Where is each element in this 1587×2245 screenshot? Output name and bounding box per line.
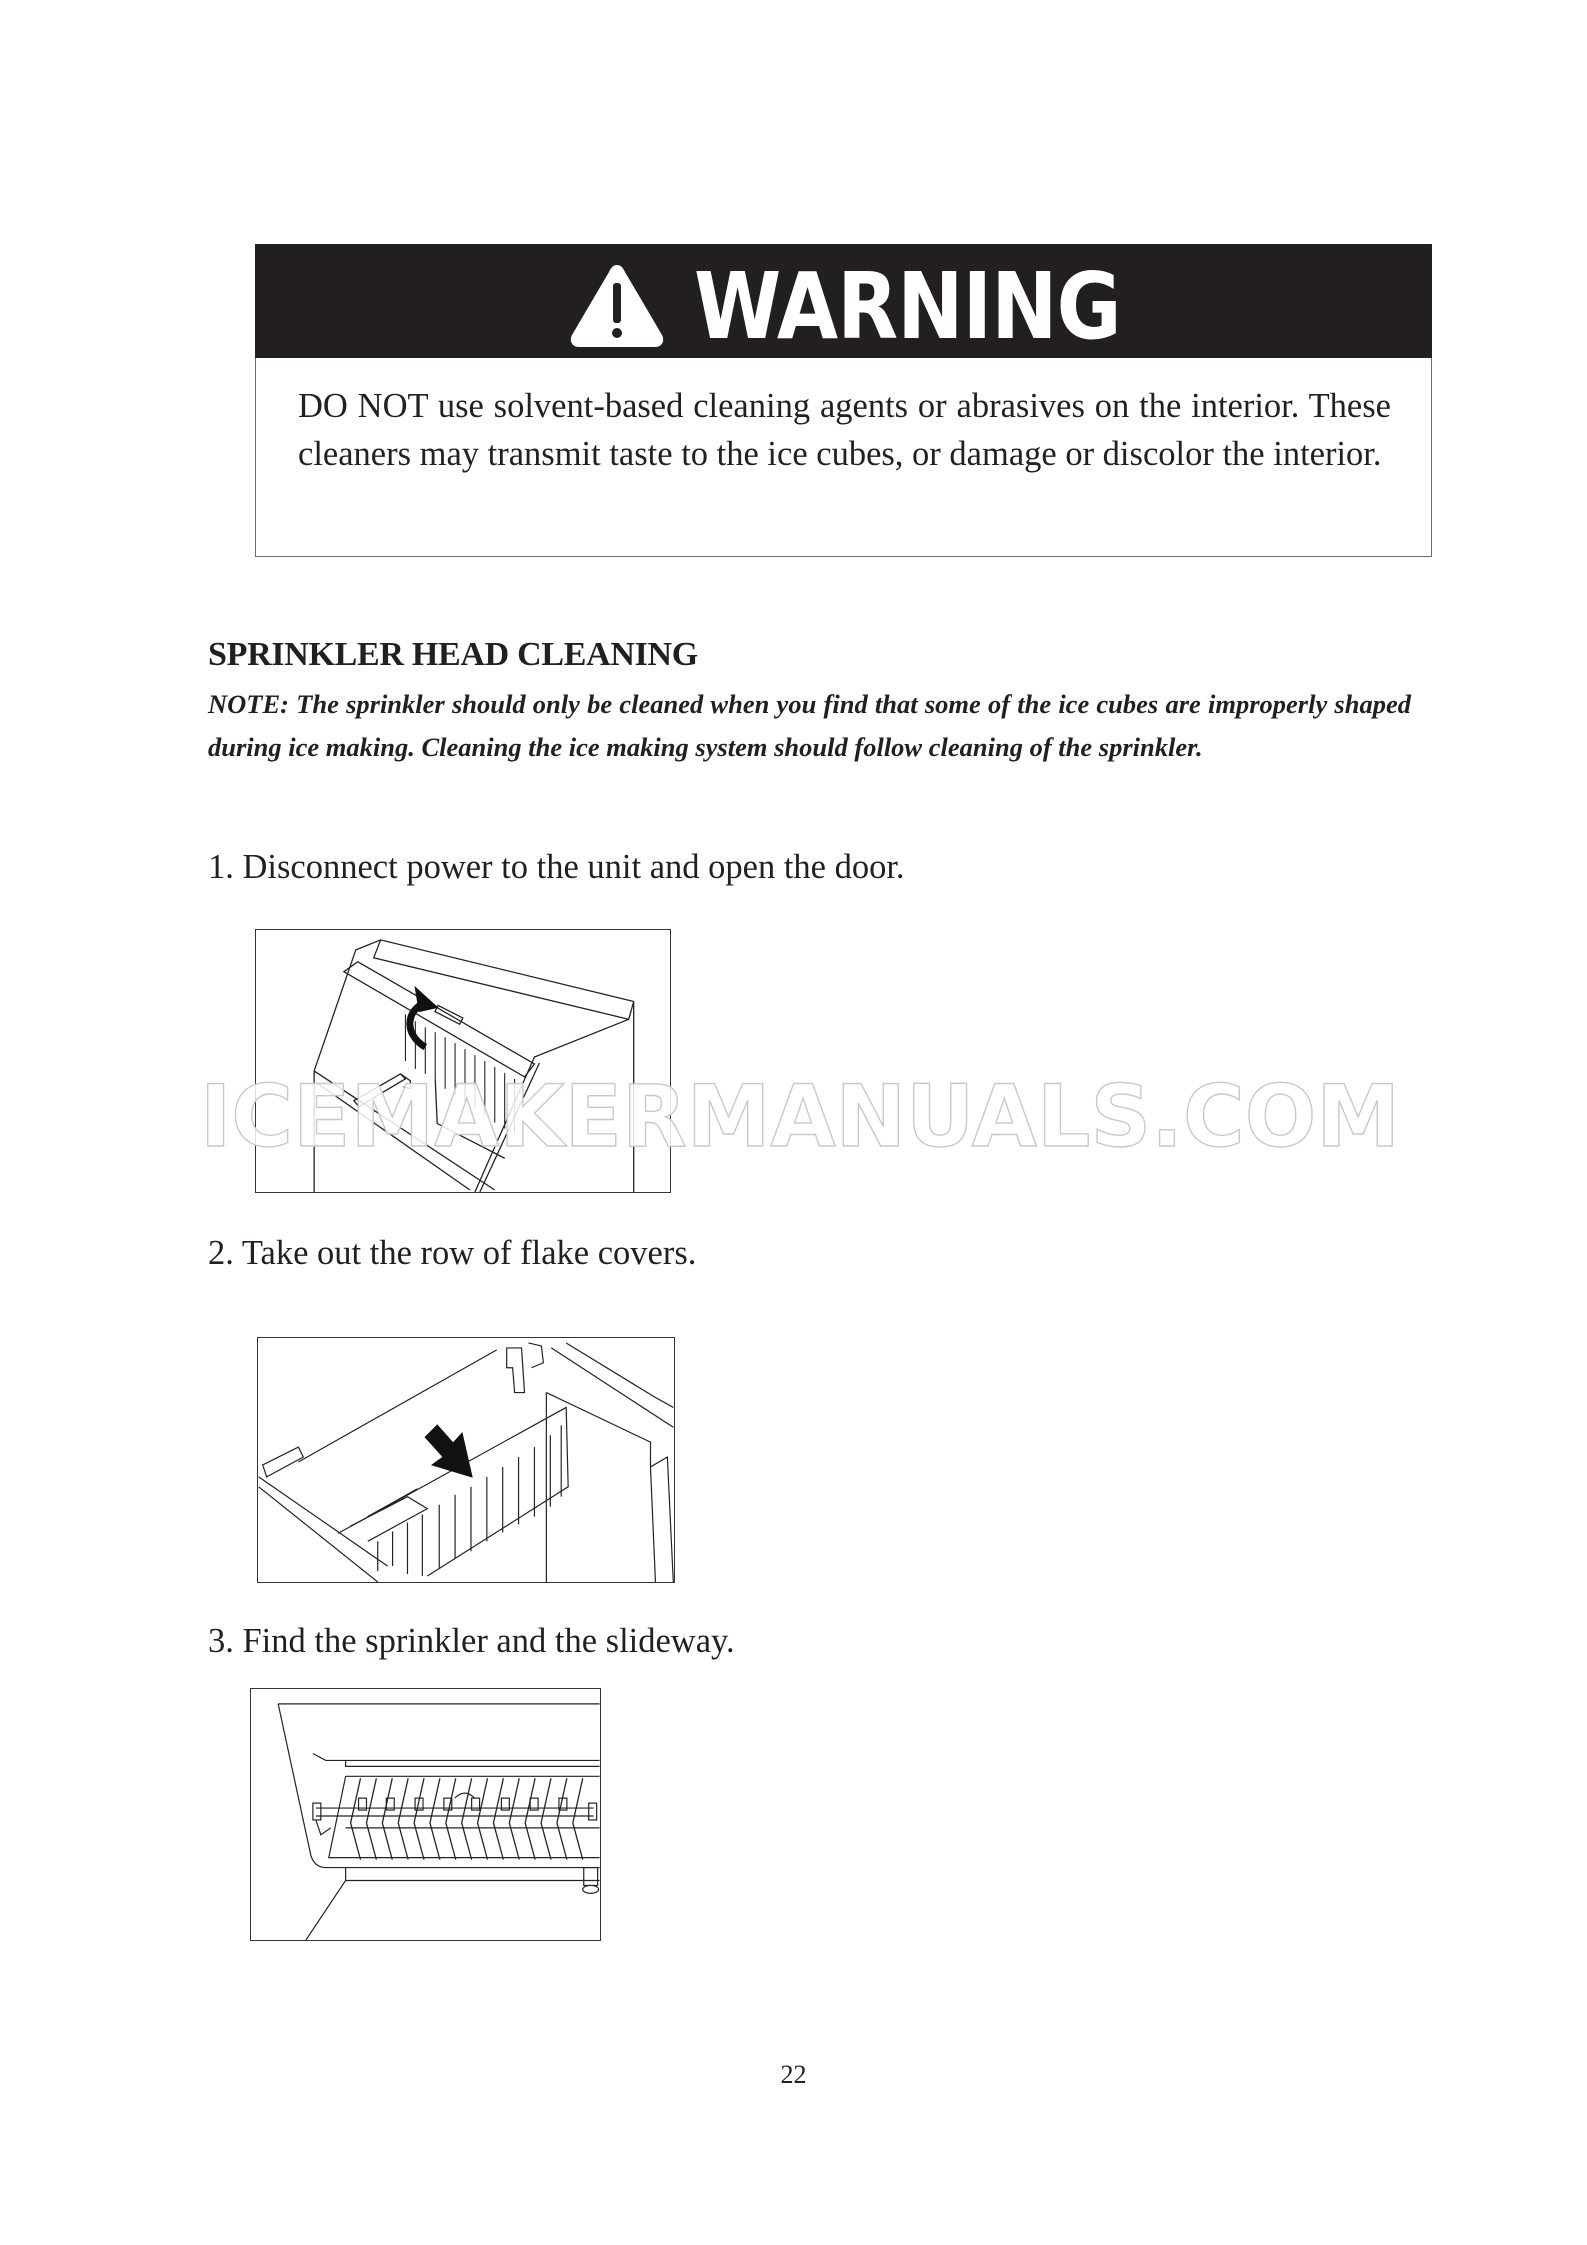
step-1-figure	[255, 929, 671, 1193]
watermark-text: ICEMAKERMANUALS.COM	[200, 1070, 1400, 1160]
page-number: 22	[780, 2060, 807, 2089]
section-note: NOTE: The sprinkler should only be cleaned when you find that some of the ice cubes are improperly shaped during ice making. Cleaning the ice making system should follow cleaning of the sprinkler.	[208, 689, 1411, 762]
warning-triangle-icon	[566, 261, 668, 349]
warning-title: WARNING	[694, 253, 1122, 360]
section-heading: SPRINKLER HEAD CLEANING	[208, 636, 698, 673]
step-3-figure	[250, 1688, 601, 1941]
step-3-text: 3. Find the sprinkler and the slideway.	[208, 1622, 735, 1660]
step-2-figure	[257, 1337, 675, 1583]
step-2-text: 2. Take out the row of flake covers.	[208, 1234, 697, 1272]
warning-box	[255, 244, 1432, 557]
step-1-text: 1. Disconnect power to the unit and open the door.	[208, 848, 905, 886]
warning-body-text: DO NOT use solvent-based cleaning agents or abrasives on the interior. These cleaners may transmit taste to the ice cubes, or damage or discolor the interior.	[298, 387, 1391, 473]
warning-header-band	[255, 244, 1432, 358]
